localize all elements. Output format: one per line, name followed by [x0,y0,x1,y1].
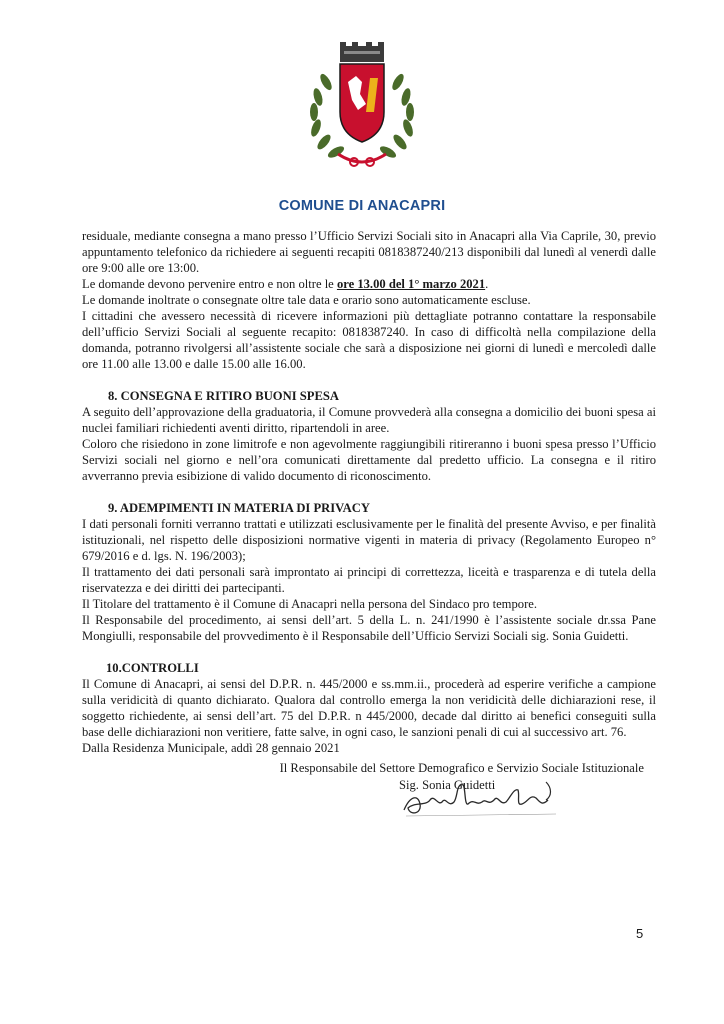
paragraph: Il trattamento dei dati personali sarà improntato ai principi di correttezza, liceità e trasparenza e di tutela della riservatezza e dei diritti dei partecipanti. [82,565,656,595]
paragraph: I cittadini che avessero necessità di ricevere informazioni più dettagliate potranno contattare la responsabile dell’ufficio Servizi Sociali al seguente recapito: 0818387240. In caso di difficoltà nella compilazione della domanda, potranno rivolgersi all’assistente sociale che sarà a disposizione nei giorni di lunedì e mercoledì dalle ore 11.00 alle 13.00 e dalle 15.00 alle 16.00. [82,309,656,371]
signer-name: Sig. Sonia Guidetti [399,778,496,792]
handwritten-signature-icon [396,776,566,822]
paragraph: Coloro che risiedono in zone limitrofe e non agevolmente raggiungibili ritireranno i buoni spesa presso l’Ufficio Servizi sociali nel giorno e nell’ora comunicati direttamente dal predetto ufficio. La consegna e il ritiro avverranno previa esibizione di valido documento di riconoscimento. [82,437,656,483]
paragraph: Il Titolare del trattamento è il Comune di Anacapri nella persona del Sindaco pro tempore. [82,597,538,611]
section-10-title: 10.CONTROLLI [106,661,199,675]
signer-title: Il Responsabile del Settore Demografico e Servizio Sociale Istituzionale [279,761,644,775]
page-number: 5 [636,926,644,941]
date-line: Dalla Residenza Municipale, addì 28 gennaio 2021 [82,741,340,755]
paragraph: A seguito dell’approvazione della graduatoria, il Comune provvederà alla consegna a domicilio dei buoni spesa ai nuclei familiari richiedenti aventi diritto, ripartendoli in aree. [82,405,656,435]
organization-title: COMUNE DI ANACAPRI [278,198,446,214]
document-body [82,228,656,756]
section-8-title: 8. CONSEGNA E RITIRO BUONI SPESA [108,389,339,403]
paragraph: Il Responsabile del procedimento, ai sensi dell’art. 5 della L. n. 241/1990 è l’assistente sociale dr.ssa Pane Mongiulli, responsabile del provvedimento è il Responsabile dell’Ufficio Servizi Sociali sig. Sonia Guidetti. [82,613,656,643]
deadline-text-before: Le domande devono pervenire entro e non oltre le [82,277,337,291]
municipal-crest-icon [296,42,428,174]
paragraph: I dati personali forniti verranno trattati e utilizzati esclusivamente per le finalità del presente Avviso, e per finalità istituzionali, nel rispetto delle disposizioni normative vigenti in materia di privacy (Regolamento Europeo n° 679/2016 e d. lgs. N. 196/2003); [82,517,656,563]
deadline-paragraph [82,276,656,292]
deadline-date: ore 13.00 del 1° marzo 2021 [336,277,486,291]
paragraph: Il Comune di Anacapri, ai sensi del D.P.R. n. 445/2000 e ss.mm.ii., procederà ad esperire verifiche a campione sulla veridicità di quanto dichiarato. Qualora dal controllo emerga la non veridicità delle dichiarazioni rese, il soggetto richiedente, ai sensi dell’art. 75 del D.P.R. n 445/2000, decade dal diritto ai benefici conseguiti sulla base delle dichiarazioni non veritiere, fatte salve, in ogni caso, le sanzioni penali di cui al successivo art. 76. [82,677,656,739]
paragraph: residuale, mediante consegna a mano presso l’Ufficio Servizi Sociali sito in Anacapri alla Via Caprile, 30, previo appuntamento telefonico da richiedere ai seguenti recapiti 0818387240/213 disponibili dal lunedì al venerdì dalle ore 9:00 alle ore 13:00. [82,229,656,275]
paragraph: Le domande inoltrate o consegnate oltre tale data e orario sono automaticamente escluse. [82,293,531,307]
section-9-title: 9. ADEMPIMENTI IN MATERIA DI PRIVACY [108,501,370,515]
deadline-text-after: . [485,277,489,291]
